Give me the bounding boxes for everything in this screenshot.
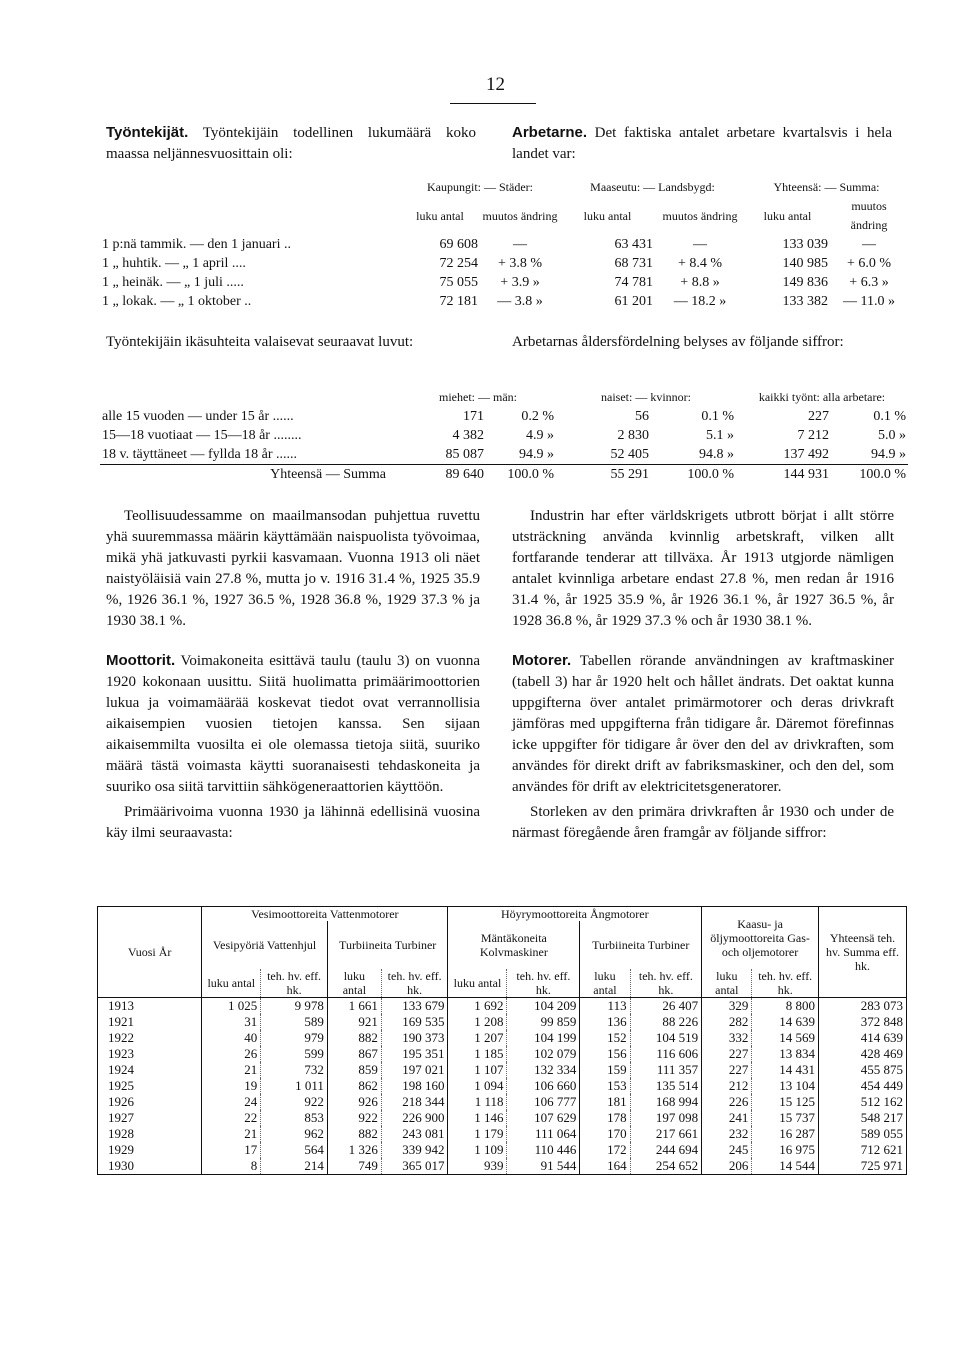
cell: 712 621 [818,1142,906,1158]
group-header-rural: Maaseutu: — Landsbygd: [590,180,715,194]
table-row [100,273,908,292]
header-all: kaikki työnt: alla arbetare: [758,390,886,404]
row-label: 1 „ heinäk. — „ 1 juli ..... [102,275,244,290]
cell: 74 781 [614,275,653,290]
cell: + 3.9 » [500,275,540,290]
cell: 22 [202,1110,261,1126]
cell: 922 [261,1094,328,1110]
cell: 1 025 [202,998,261,1015]
table-row [98,1062,907,1078]
row-label: 18 v. täyttäneet — fyllda 18 år ...... [102,447,298,462]
cell: 227 [702,1046,752,1062]
row-label: 1 „ huhtik. — „ 1 april .... [102,256,246,271]
year-cell: 1929 [108,1142,134,1157]
cell: 91 544 [507,1158,580,1175]
cell: 104 519 [630,1030,702,1046]
cell: 152 [580,1030,630,1046]
cell: 1 692 [448,998,507,1015]
ages-fi [106,332,476,357]
heading-arbetarne: Arbetarne. [512,124,588,141]
table-row [98,998,907,1015]
table-row [100,407,908,426]
paragraph: Tabellen rörande användningen av kraftmaskiner (tabell 3) har år 1920 helt och hållet ändrats. Det oaktat kunna uppgifterna över antalet primärmotorer och deras drivkraft jämföras med uppgifterna från tidigare år. Däremot förefinnas icke uppgifter för tidigare år över den del av drivkraften, som användes för direkt drift av fabriksmaskiner, och den del, som användes för drift av elektricitetsgeneratorer. [512,653,895,795]
group-header-towns: Kaupungit: — Städer: [427,180,533,194]
cell: 61 201 [614,294,653,309]
year-cell: 1922 [108,1030,134,1045]
cell: 8 800 [752,998,819,1015]
cell: + 6.3 » [849,275,889,290]
cell: 111 357 [630,1062,702,1078]
cell: 16 975 [752,1142,819,1158]
cell: 14 544 [752,1158,819,1175]
cell: 921 [327,1014,381,1030]
cell: — [693,237,707,252]
table-row [98,1014,907,1030]
cell: 564 [261,1142,328,1158]
cell: + 6.0 % [846,256,892,271]
cell: 56 [635,409,649,424]
cell: 14 569 [752,1030,819,1046]
cell: 282 [702,1014,752,1030]
cell: 153 [580,1078,630,1094]
paragraph: Voimakoneita esittävä taulu (taulu 3) on vuonna 1920 kokonaan uusittu. Siitä huolimatta primäärimoottorien lukua ja voimamäärää koskevat tiedot ovat verrannollisia aikaisempien vuosien tietojen kanssa. Sen sijaan aikaisemmilta vuosilta ei ole olemassa tietoja siitä, suuriko määrä tästä voimasta käytti suoranaisesti tehdaskoneita ja suuriko osa siitä tarvittiin sähkögeneraattorien käyttöön. [106,653,480,795]
cell: 94.8 » [699,447,734,462]
cell: 1 094 [448,1078,507,1094]
sub-header: teh. hv. eff. hk. [381,969,448,998]
header-gas-motors: Kaasu- ja öljymoottoreita Gas- och oljemotorer [702,907,819,970]
cell: 1 107 [448,1062,507,1078]
cell: 226 900 [381,1110,448,1126]
cell: 5.0 » [878,428,906,443]
cell: 926 [327,1094,381,1110]
cell: 1 208 [448,1014,507,1030]
cell: 164 [580,1158,630,1175]
cell: 365 017 [381,1158,448,1175]
cell: 372 848 [818,1014,906,1030]
cell: 13 834 [752,1046,819,1062]
cell: 168 994 [630,1094,702,1110]
ages-sv-text: Arbetarnas åldersfördelning belyses av följande siffror: [512,334,844,350]
paragraph: Primäärivoima vuonna 1930 ja lähinnä edellisinä vuosina käy ilmi seuraavasta: [106,804,480,841]
paragraph: Teollisuudessamme on maailmansodan puhjettua ruvettu yhä suuremmassa määrin käyttämään naispuolista työvoimaa, mikä yhä jatkuvasti pyrkii kasvamaan. Vuonna 1913 oli näet naistyöläisiä vain 27.8 %, mutta jo v. 1916 31.4 %, 1925 35.9 %, 1926 36.1 %, 1927 36.5 %, 1928 36.8 %, 1929 37.3 % ja 1930 38.1 %. [106,508,480,629]
cell: 85 087 [445,447,484,462]
year-cell: 1924 [108,1062,134,1077]
cell: 243 081 [381,1126,448,1142]
cell: 169 535 [381,1014,448,1030]
cell: 1 109 [448,1142,507,1158]
cell: 21 [202,1062,261,1078]
paragraph: Industrin har efter världskrigets utbrott börjat i allt större utsträckning använda kvinnlig arbetskraft, vilken allt fortfarande tenderar att tillväxa. År 1913 utgjorde nämligen antalet kvinnliga arbetare endast 27.8 %, men redan år 1916 31.4 %, år 1925 35.9 %, år 1926 36.1 %, år 1927 36.5 %, år 1928 36.8 %, år 1929 37.3 % och år 1930 38.1 %. [512,508,894,629]
cell: 14 431 [752,1062,819,1078]
cell: 16 287 [752,1126,819,1142]
total-row [100,465,908,485]
cell: 979 [261,1030,328,1046]
cell: 89 640 [400,465,486,485]
cell: — 11.0 » [843,294,895,309]
cell: 589 055 [818,1126,906,1142]
table-row [98,1110,907,1126]
cell: 159 [580,1062,630,1078]
cell: 1 661 [327,998,381,1015]
year-cell: 1926 [108,1094,134,1109]
table-row [100,235,908,254]
cell: 136 [580,1014,630,1030]
cell: 94.9 » [871,447,906,462]
sub-header: luku antal [416,208,464,223]
header-water-wheels: Vesipyöriä Vattenhjul [202,921,328,969]
cell: 1 179 [448,1126,507,1142]
cell: 19 [202,1078,261,1094]
cell: 178 [580,1110,630,1126]
cell: 218 344 [381,1094,448,1110]
intro-fi-text: Työntekijäin todellinen lukumäärä koko maassa neljännesvuosittain oli: [106,125,476,162]
cell: 241 [702,1110,752,1126]
cell: 133 382 [782,294,828,309]
cell: 7 212 [797,428,829,443]
cell: 132 334 [507,1062,580,1078]
cell: 149 836 [782,275,828,290]
cell: 63 431 [614,237,653,252]
cell: 13 104 [752,1078,819,1094]
cell: 732 [261,1062,328,1078]
group-header-total: Yhteensä: — Summa: [773,180,880,194]
cell: 2 830 [617,428,649,443]
cell: + 3.8 % [497,256,543,271]
cell: 113 [580,998,630,1015]
cell: 853 [261,1110,328,1126]
cell: 68 731 [614,256,653,271]
cell: 232 [702,1126,752,1142]
cell: 206 [702,1158,752,1175]
cell: 106 777 [507,1094,580,1110]
cell: 4 382 [452,428,484,443]
cell: 862 [327,1078,381,1094]
year-cell: 1921 [108,1014,134,1029]
cell: 26 [202,1046,261,1062]
year-cell: 1928 [108,1126,134,1141]
sub-header: luku antal [763,208,812,223]
cell: 88 226 [630,1014,702,1030]
cell: 339 942 [381,1142,448,1158]
row-label: 1 p:nä tammik. — den 1 januari .. [102,237,291,252]
year-cell: 1923 [108,1046,134,1061]
cell: 414 639 [818,1030,906,1046]
ages-fi-text: Työntekijäin ikäsuhteita valaisevat seuraavat luvut: [106,334,414,350]
sub-header: luku antal [583,208,632,223]
cell: 512 162 [818,1094,906,1110]
year-cell: 1930 [108,1158,134,1173]
cell: 170 [580,1126,630,1142]
cell: 454 449 [818,1078,906,1094]
sub-header: teh. hv. eff. hk. [630,969,702,998]
cell: 5.1 » [706,428,734,443]
cell: 94.9 » [519,447,554,462]
table-row [100,254,908,273]
cell: 1 011 [261,1078,328,1094]
cell: 212 [702,1078,752,1094]
cell: 133 679 [381,998,448,1015]
row-label: 15—18 vuotiaat — 15—18 år ........ [102,428,302,443]
year-cell: 1913 [98,998,202,1015]
cell: 31 [202,1014,261,1030]
cell: 72 181 [439,294,478,309]
table-row [98,1078,907,1094]
cell: 329 [702,998,752,1015]
total-label: Yhteensä — Summa [100,465,400,485]
cell: 254 652 [630,1158,702,1175]
cell: 867 [327,1046,381,1062]
sub-header: luku antal [202,969,261,998]
cell: 197 021 [381,1062,448,1078]
cell: 116 606 [630,1046,702,1062]
cell: 198 160 [381,1078,448,1094]
paragraph: Storleken av den primära drivkraften år 1930 och under de närmast föregående åren framgår av följande siffror: [512,804,894,841]
cell: 100.0 % [486,465,556,485]
cell: 859 [327,1062,381,1078]
header-water-motors: Vesimoottoreita Vattenmotorer [202,907,448,922]
cell: 14 639 [752,1014,819,1030]
heading-motorer: Motorer. [512,652,572,669]
cell: 962 [261,1126,328,1142]
cell: 283 073 [818,998,906,1015]
sub-header: luku antal [327,969,381,998]
cell: 882 [327,1030,381,1046]
cell: 227 [702,1062,752,1078]
year-cell: 1927 [108,1110,134,1125]
cell: 332 [702,1030,752,1046]
cell: 227 [808,409,829,424]
sub-header: teh. hv. eff. hk. [507,969,580,998]
header-steam-turbines: Turbiineita Turbiner [580,921,702,969]
cell: 9 978 [261,998,328,1015]
table-row [98,1030,907,1046]
cell: 1 146 [448,1110,507,1126]
age-table [100,388,908,484]
cell: 939 [448,1158,507,1175]
cell: 922 [327,1110,381,1126]
cell: 749 [327,1158,381,1175]
cell: 135 514 [630,1078,702,1094]
cell: 100.0 % [651,465,736,485]
header-water-turbines: Turbiineita Turbiner [327,921,448,969]
header-steam-motors: Höyrymoottoreita Ångmotorer [448,907,702,922]
sub-header: muutos ändring [482,208,558,223]
cell: 0.1 % [873,409,906,424]
heading-tyontekijat: Työntekijät. [106,124,189,141]
cell: 589 [261,1014,328,1030]
cell: 111 064 [507,1126,580,1142]
intro-sv-text: Det faktiska antalet arbetare kvartalsvis i hela landet var: [512,125,893,162]
cell: 245 [702,1142,752,1158]
cell: 172 [580,1142,630,1158]
table-row [98,1046,907,1062]
cell: 99 859 [507,1014,580,1030]
cell: 171 [463,409,484,424]
cell: 72 254 [439,256,478,271]
cell: — [513,237,527,252]
cell: 244 694 [630,1142,702,1158]
intro-sv [512,122,892,169]
cell: 548 217 [818,1110,906,1126]
cell: 455 875 [818,1062,906,1078]
table-row [98,1126,907,1142]
header-total: Yhteensä teh. hv. Summa eff. hk. [818,907,906,998]
cell: 69 608 [439,237,478,252]
cell: 100.0 % [831,465,908,485]
cell: 1 118 [448,1094,507,1110]
table-row [100,445,908,465]
cell: 197 098 [630,1110,702,1126]
header-men: miehet: — män: [439,390,517,404]
cell: 1 326 [327,1142,381,1158]
cell: 107 629 [507,1110,580,1126]
header-women: naiset: — kvinnor: [601,390,691,404]
cell: 15 125 [752,1094,819,1110]
ages-sv [512,332,892,357]
header-piston-engines: Mäntäkoneita Kolvmaskiner [448,921,580,969]
header-rule [450,103,536,104]
cell: 106 660 [507,1078,580,1094]
body-fi [106,506,480,848]
cell: 725 971 [818,1158,906,1175]
cell: 21 [202,1126,261,1142]
cell: 428 469 [818,1046,906,1062]
cell: 190 373 [381,1030,448,1046]
table-row [98,1094,907,1110]
cell: — [862,237,876,252]
heading-moottorit: Moottorit. [106,652,176,669]
cell: 40 [202,1030,261,1046]
year-header: Vuosi År [127,945,172,959]
cell: 1 185 [448,1046,507,1062]
cell: 104 209 [507,998,580,1015]
cell: — 3.8 » [497,294,543,309]
cell: 17 [202,1142,261,1158]
cell: 140 985 [782,256,828,271]
page-number: 12 [486,74,505,95]
cell: 1 207 [448,1030,507,1046]
cell: 144 931 [736,465,831,485]
table-row [98,1142,907,1158]
cell: 226 [702,1094,752,1110]
cell: + 8.4 % [677,256,723,271]
sub-header: luku antal [580,969,630,998]
cell: 4.9 » [526,428,554,443]
year-cell: 1925 [108,1078,134,1093]
sub-header: teh. hv. eff. hk. [261,969,328,998]
body-sv [512,506,894,848]
cell: 137 492 [783,447,829,462]
table-row [100,292,908,311]
table-row [100,426,908,445]
cell: 599 [261,1046,328,1062]
cell: 102 079 [507,1046,580,1062]
cell: — 18.2 » [673,294,727,309]
row-label: 1 „ lokak. — „ 1 oktober .. [102,294,252,309]
cell: 104 199 [507,1030,580,1046]
cell: 0.2 % [521,409,554,424]
cell: 156 [580,1046,630,1062]
table-row [98,1158,907,1175]
sub-header: muutos ändring [850,199,888,232]
cell: + 8.8 » [680,275,720,290]
sub-header: luku antal [702,969,752,998]
cell: 181 [580,1094,630,1110]
sub-header: muutos ändring [662,208,738,223]
cell: 8 [202,1158,261,1175]
sub-header: teh. hv. eff. hk. [752,969,819,998]
cell: 110 446 [507,1142,580,1158]
sub-header: luku antal [448,969,507,998]
cell: 0.1 % [701,409,734,424]
cell: 75 055 [439,275,478,290]
cell: 217 661 [630,1126,702,1142]
cell: 24 [202,1094,261,1110]
cell: 133 039 [782,237,828,252]
intro-fi [106,122,476,169]
row-label: alle 15 vuoden — under 15 år ...... [102,409,294,424]
quarterly-workers-table [100,178,908,311]
cell: 214 [261,1158,328,1175]
cell: 26 407 [630,998,702,1015]
cell: 52 405 [610,447,649,462]
power-table [97,906,907,1175]
cell: 15 737 [752,1110,819,1126]
cell: 55 291 [556,465,651,485]
cell: 882 [327,1126,381,1142]
cell: 195 351 [381,1046,448,1062]
